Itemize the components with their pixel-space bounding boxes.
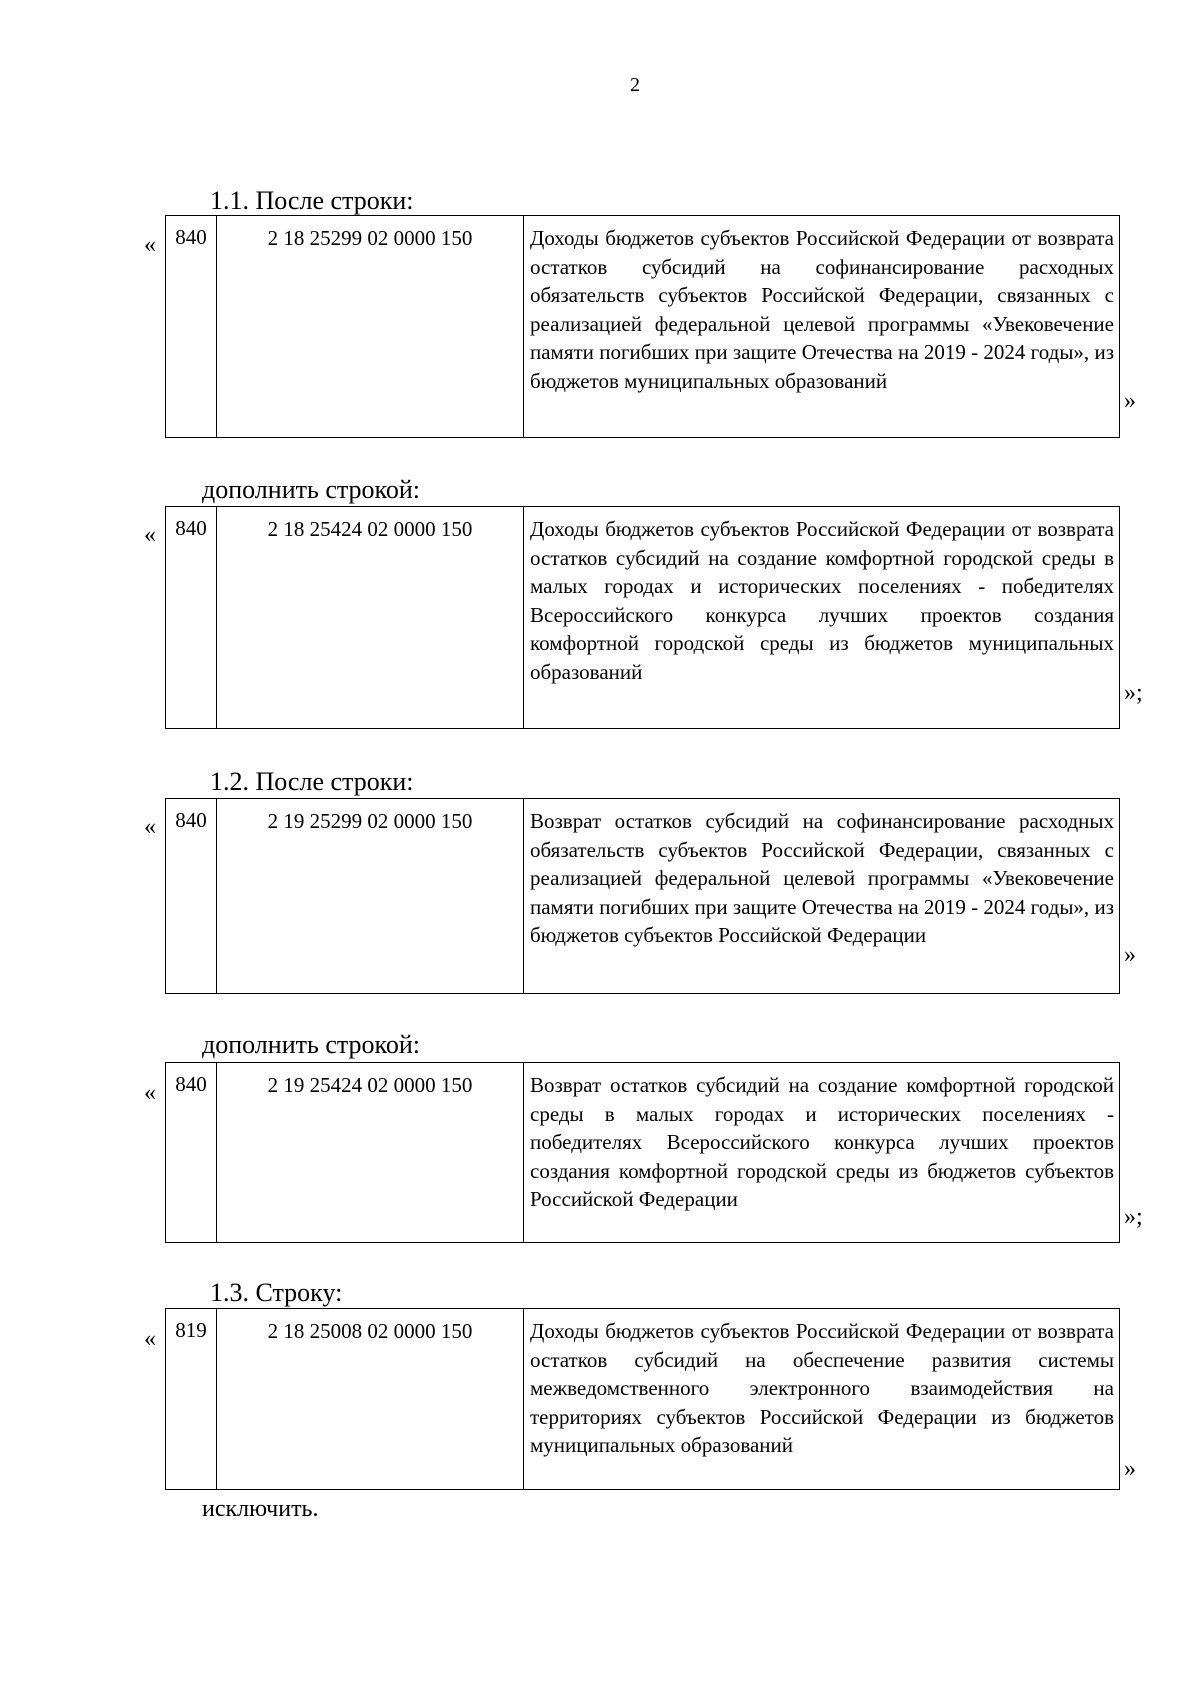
description-cell: Доходы бюджетов субъектов Российской Федерации от возврата остатков субсидий на софинансирование расходных обязательств субъектов Российской Федерации, связанных с реализацией федеральной целевой программы «Увековечение памяти погибших при защите Отечества на 2019 - 2024 годы», из бюджетов муниципальных образований bbox=[524, 216, 1120, 438]
budget-code-cell: 2 19 25424 02 0000 150 bbox=[217, 1063, 524, 1243]
open-quote: « bbox=[144, 1326, 156, 1352]
budget-table bbox=[165, 215, 1120, 438]
description-cell: Возврат остатков субсидий на софинансирование расходных обязательств субъектов Российской Федерации, связанных с реализацией федеральной целевой программы «Увековечение памяти погибших при защите Отечества на 2019 - 2024 годы», из бюджетов субъектов Российской Федерации bbox=[524, 799, 1120, 994]
close-quote: »; bbox=[1124, 680, 1143, 706]
table-row bbox=[166, 507, 1120, 729]
table-row bbox=[166, 1309, 1120, 1490]
page-number: 2 bbox=[630, 74, 640, 96]
budget-code-cell: 2 18 25299 02 0000 150 bbox=[217, 216, 524, 438]
close-quote: » bbox=[1124, 1456, 1136, 1482]
description-cell: Доходы бюджетов субъектов Российской Федерации от возврата остатков субсидий на создание комфортной городской среды в малых городах и исторических поселениях - победителях Всероссийского конкурса лучших проектов создания комфортной городской среды из бюджетов муниципальных образований bbox=[524, 507, 1120, 729]
open-quote: « bbox=[144, 232, 156, 258]
budget-table bbox=[165, 798, 1120, 994]
table-row bbox=[166, 216, 1120, 438]
open-quote: « bbox=[144, 522, 156, 548]
close-quote: » bbox=[1124, 388, 1136, 414]
open-quote: « bbox=[144, 1080, 156, 1106]
close-quote: »; bbox=[1124, 1204, 1143, 1230]
budget-table bbox=[165, 1062, 1120, 1243]
admin-code-cell: 840 bbox=[166, 799, 217, 994]
table-row bbox=[166, 1063, 1120, 1243]
budget-code-cell: 2 18 25008 02 0000 150 bbox=[217, 1309, 524, 1490]
description-cell: Доходы бюджетов субъектов Российской Федерации от возврата остатков субсидий на обеспечение развития системы межведомственного электронного взаимодействия на территориях субъектов Российской Федерации из бюджетов муниципальных образований bbox=[524, 1309, 1120, 1490]
budget-code-cell: 2 19 25299 02 0000 150 bbox=[217, 799, 524, 994]
table-row bbox=[166, 799, 1120, 994]
budget-table bbox=[165, 1308, 1120, 1490]
budget-table bbox=[165, 506, 1120, 729]
section-heading: 1.2. После строки: bbox=[210, 767, 414, 796]
section-heading: дополнить строкой: bbox=[202, 1030, 420, 1059]
close-quote: » bbox=[1124, 942, 1136, 968]
description-cell: Возврат остатков субсидий на создание комфортной городской среды в малых городах и исторических поселениях - победителях Всероссийского конкурса лучших проектов создания комфортной городской среды из бюджетов субъектов Российской Федерации bbox=[524, 1063, 1120, 1243]
admin-code-cell: 840 bbox=[166, 1063, 217, 1243]
admin-code-cell: 840 bbox=[166, 507, 217, 729]
admin-code-cell: 840 bbox=[166, 216, 217, 438]
open-quote: « bbox=[144, 814, 156, 840]
section-heading: 1.3. Строку: bbox=[210, 1278, 343, 1307]
closing-text: исключить. bbox=[202, 1496, 319, 1522]
section-heading: дополнить строкой: bbox=[202, 475, 420, 504]
budget-code-cell: 2 18 25424 02 0000 150 bbox=[217, 507, 524, 729]
section-heading: 1.1. После строки: bbox=[210, 186, 414, 215]
admin-code-cell: 819 bbox=[166, 1309, 217, 1490]
